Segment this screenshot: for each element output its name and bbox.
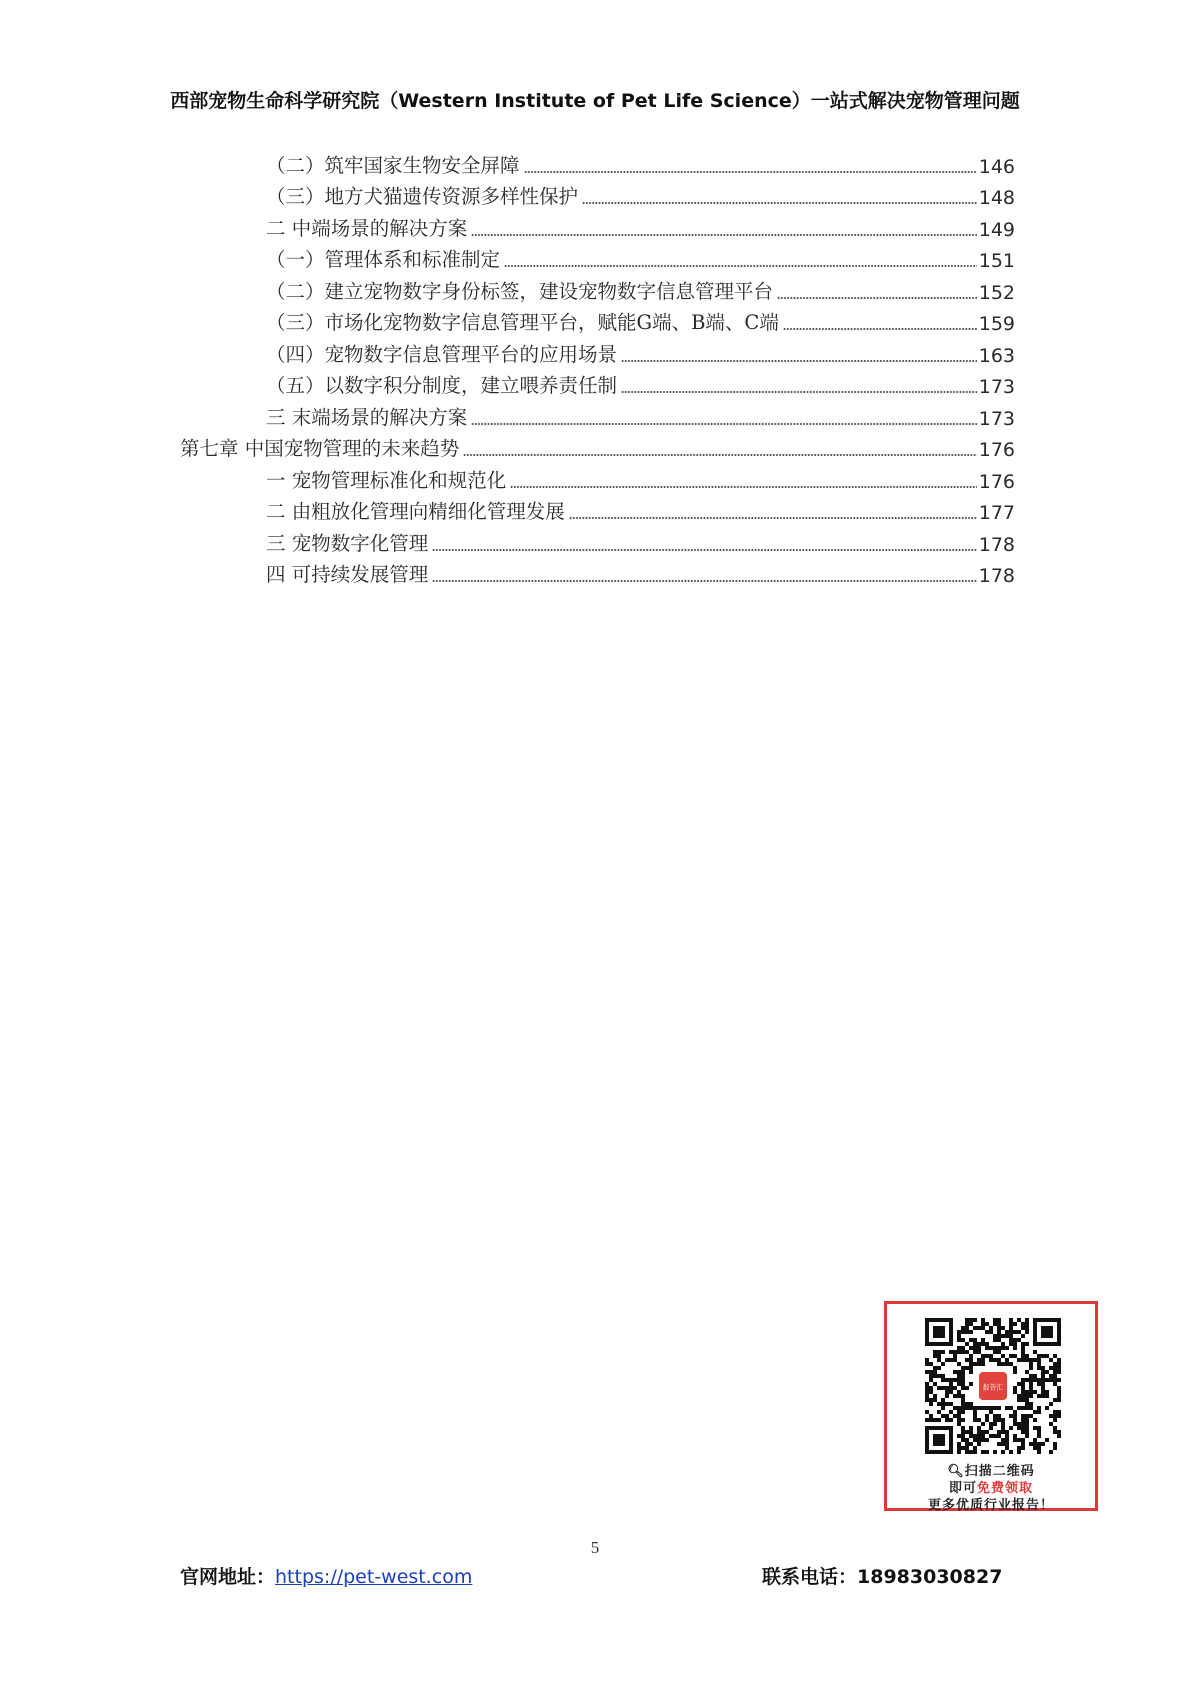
toc-entry[interactable]: [180, 178, 1015, 210]
toc-entry-title: 三 末端场景的解决方案: [266, 405, 468, 429]
magnifier-icon: 🔍︎: [947, 1464, 965, 1479]
toc-entry-title: （三）市场化宠物数字信息管理平台，赋能G端、B端、C端: [266, 311, 779, 334]
toc-entry[interactable]: [180, 209, 1015, 241]
toc-entry-page: 176: [978, 439, 1015, 461]
toc-entry-page: 173: [978, 407, 1015, 430]
toc-entry-title: 四 可持续发展管理: [266, 563, 429, 586]
toc-entry[interactable]: [180, 272, 1015, 304]
footer-phone: [762, 1562, 1002, 1589]
phone-number: 18983030827: [857, 1566, 1003, 1588]
toc-dot-leader: [621, 360, 977, 362]
toc-entry-title: （二）筑牢国家生物安全屏障: [266, 153, 520, 177]
toc-entry[interactable]: [180, 367, 1015, 399]
page-header-title: 西部宠物生命科学研究院（Western Institute of Pet Life Science）一站式解决宠物管理问题: [170, 90, 1020, 112]
toc-entry-page: 152: [978, 281, 1015, 304]
toc-entry-page: 173: [978, 376, 1015, 398]
toc-entry-title: （一）管理体系和标准制定: [266, 248, 501, 271]
toc-dot-leader: [504, 265, 977, 267]
toc-entry-page: 146: [978, 155, 1015, 178]
toc-entry-page: 178: [978, 565, 1015, 587]
toc-entry-page: 163: [978, 344, 1015, 367]
qr-caption-line1: 🔍︎扫描二维码: [947, 1464, 1035, 1479]
toc-entry[interactable]: [180, 241, 1015, 273]
toc-entry[interactable]: [180, 524, 1015, 556]
toc-dot-leader: [471, 423, 977, 425]
toc-entry-page: 159: [978, 313, 1015, 335]
toc-entry[interactable]: [180, 556, 1015, 588]
website-label: 官网地址：: [180, 1566, 276, 1588]
page-number: 5: [590, 1538, 600, 1557]
toc-dot-leader: [432, 549, 977, 551]
table-of-contents: [180, 146, 1015, 587]
toc-entry-title: 二 由粗放化管理向精细化管理发展: [266, 500, 565, 523]
toc-entry-title: 二 中端场景的解决方案: [266, 216, 468, 240]
toc-dot-leader: [777, 297, 977, 299]
toc-entry[interactable]: [180, 398, 1015, 430]
toc-dot-leader: [432, 580, 977, 582]
toc-dot-leader: [463, 454, 977, 456]
qr-caption-line2: 即可免费领取: [948, 1481, 1034, 1496]
toc-entry-title: （五）以数字积分制度，建立喂养责任制: [266, 374, 618, 397]
qr-code[interactable]: [925, 1318, 1061, 1454]
toc-dot-leader: [783, 328, 977, 330]
qr-logo-text: 报告汇: [982, 1383, 1004, 1392]
toc-entry-title: （三）地方犬猫遗传资源多样性保护: [266, 185, 579, 208]
qr-promo-box: [884, 1301, 1098, 1511]
toc-entry[interactable]: [180, 335, 1015, 367]
toc-dot-leader: [510, 486, 977, 488]
toc-entry-page: 149: [978, 218, 1015, 241]
phone-label: 联系电话：: [762, 1566, 858, 1588]
toc-dot-leader: [621, 391, 977, 393]
toc-entry-title: （二）建立宠物数字身份标签，建设宠物数字信息管理平台: [266, 279, 774, 303]
toc-entry-title: 第七章 中国宠物管理的未来趋势: [180, 437, 460, 460]
toc-dot-leader: [569, 517, 977, 519]
website-link[interactable]: https://pet-west.com: [275, 1566, 473, 1588]
toc-entry[interactable]: [180, 430, 1015, 462]
footer-website: [180, 1562, 472, 1589]
toc-entry-title: 三 宠物数字化管理: [266, 531, 429, 555]
toc-entry-page: 151: [978, 250, 1015, 272]
toc-entry[interactable]: [180, 493, 1015, 525]
toc-entry-title: （四）宠物数字信息管理平台的应用场景: [266, 342, 618, 366]
toc-entry-page: 148: [978, 187, 1015, 209]
toc-entry-title: 一 宠物管理标准化和规范化: [266, 468, 507, 492]
qr-caption-line3: 更多优质行业报告！: [927, 1498, 1054, 1513]
toc-entry[interactable]: [180, 304, 1015, 336]
toc-entry-page: 178: [978, 533, 1015, 556]
toc-entry[interactable]: [180, 146, 1015, 178]
toc-dot-leader: [524, 171, 977, 173]
toc-entry[interactable]: [180, 461, 1015, 493]
toc-dot-leader: [582, 202, 977, 204]
toc-entry-page: 177: [978, 502, 1015, 524]
toc-dot-leader: [471, 234, 977, 236]
toc-entry-page: 176: [978, 470, 1015, 493]
